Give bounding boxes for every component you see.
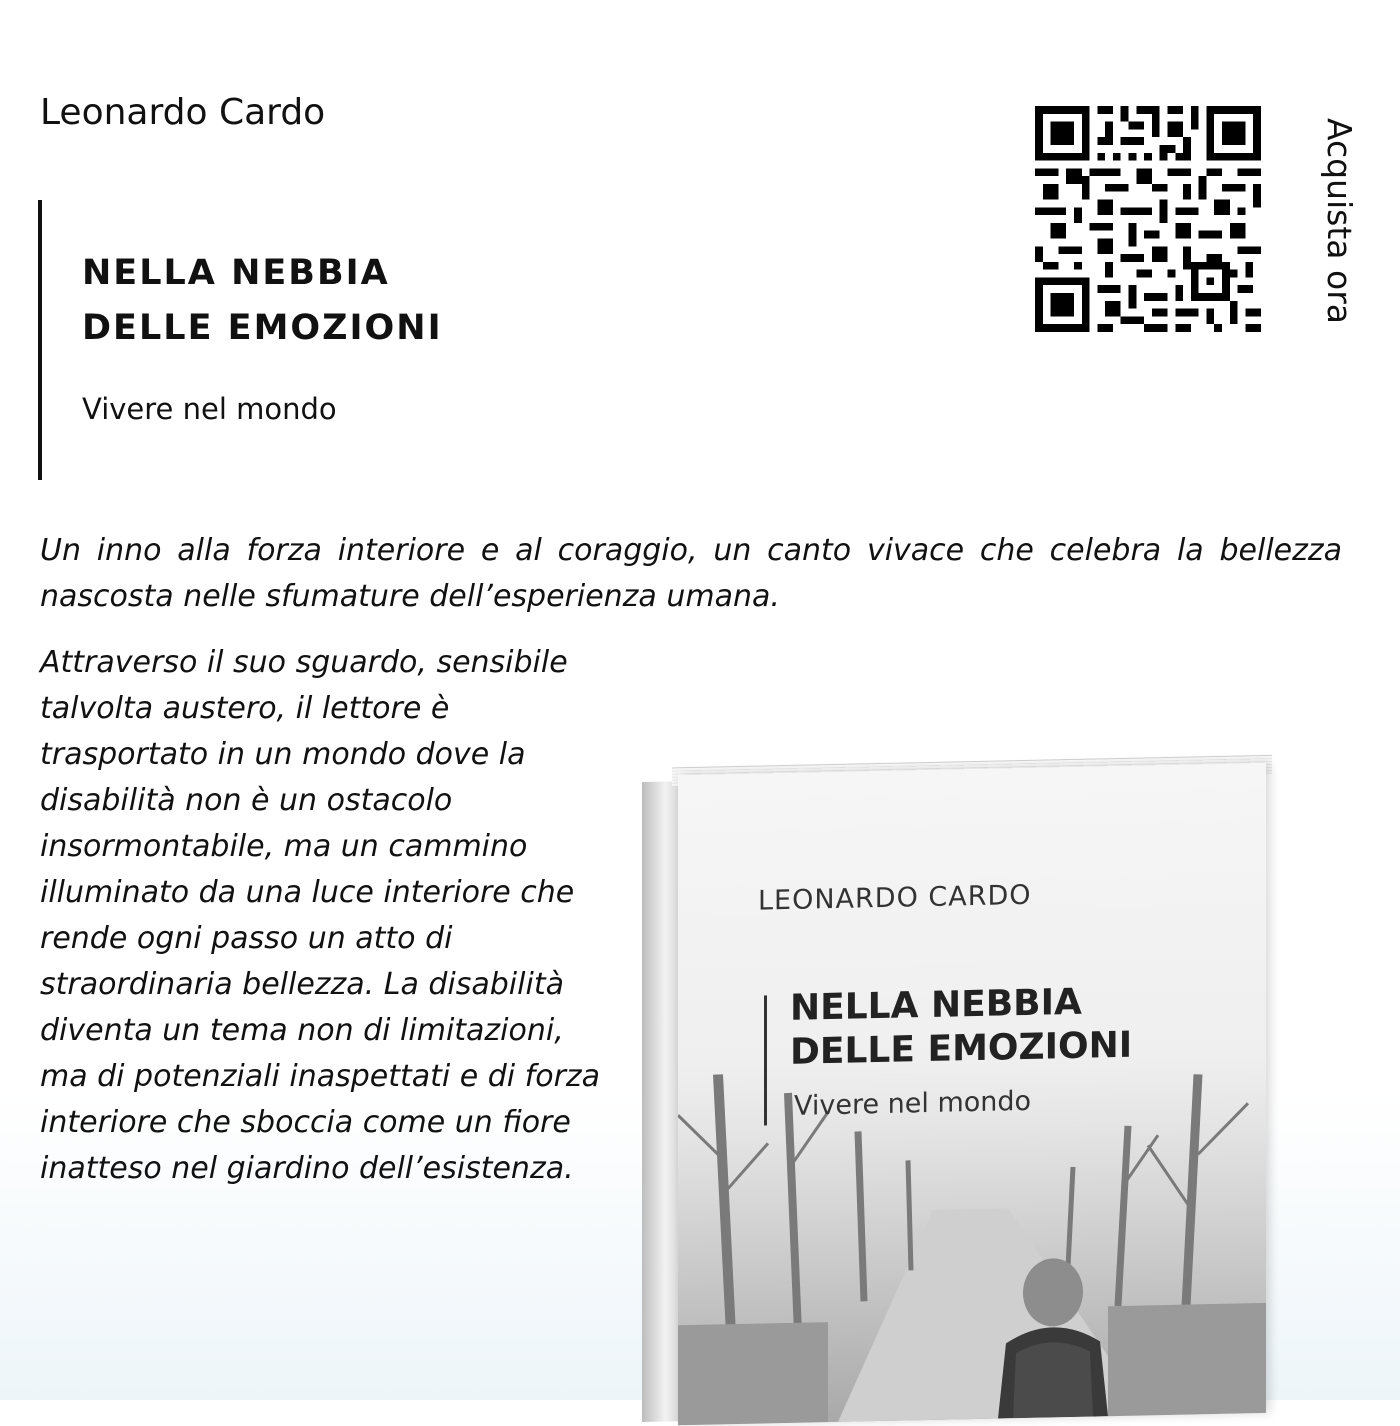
- book-title-line: DELLE EMOZIONI: [82, 308, 443, 348]
- buy-now-label[interactable]: Acquista ora: [1320, 118, 1359, 324]
- cover-author: LEONARDO CARDO: [758, 879, 1032, 917]
- author-name: Leonardo Cardo: [40, 92, 326, 133]
- cover-title: [790, 977, 1260, 1075]
- cover-title-line: NELLA NEBBIA: [790, 981, 1082, 1029]
- book-title-line: NELLA NEBBIA: [82, 253, 390, 293]
- qr-code-icon[interactable]: [1035, 106, 1261, 332]
- book-front-cover: [678, 763, 1266, 1425]
- title-block: [38, 200, 443, 480]
- book-title: [82, 246, 542, 356]
- book-cover-image: [642, 745, 1282, 1418]
- book-subtitle: Vivere nel mondo: [82, 392, 337, 426]
- description-paragraph: Attraverso il suo sguardo, sensibile talvolta austero, il lettore è trasportato in un mondo dove la disabilità non è un ostacolo insormontabile, ma un cammino illuminato da una luce interiore che rende ogni passo un atto di straordinaria bellezza. La disabilità diventa un tema non di limitazioni, ma di potenziali inaspettati e di forza interiore che sboccia come un fiore inatteso nel giardino dell’esistenza.: [40, 645, 601, 1186]
- intro-paragraph: Un inno alla forza interiore e al coraggio, un canto vivace che celebra la bellezza nascosta nelle sfumature dell’esperienza umana.: [40, 533, 1342, 614]
- cover-subtitle: Vivere nel mondo: [794, 1085, 1032, 1122]
- cover-title-line: DELLE EMOZIONI: [790, 1024, 1133, 1073]
- cover-divider: [764, 995, 767, 1125]
